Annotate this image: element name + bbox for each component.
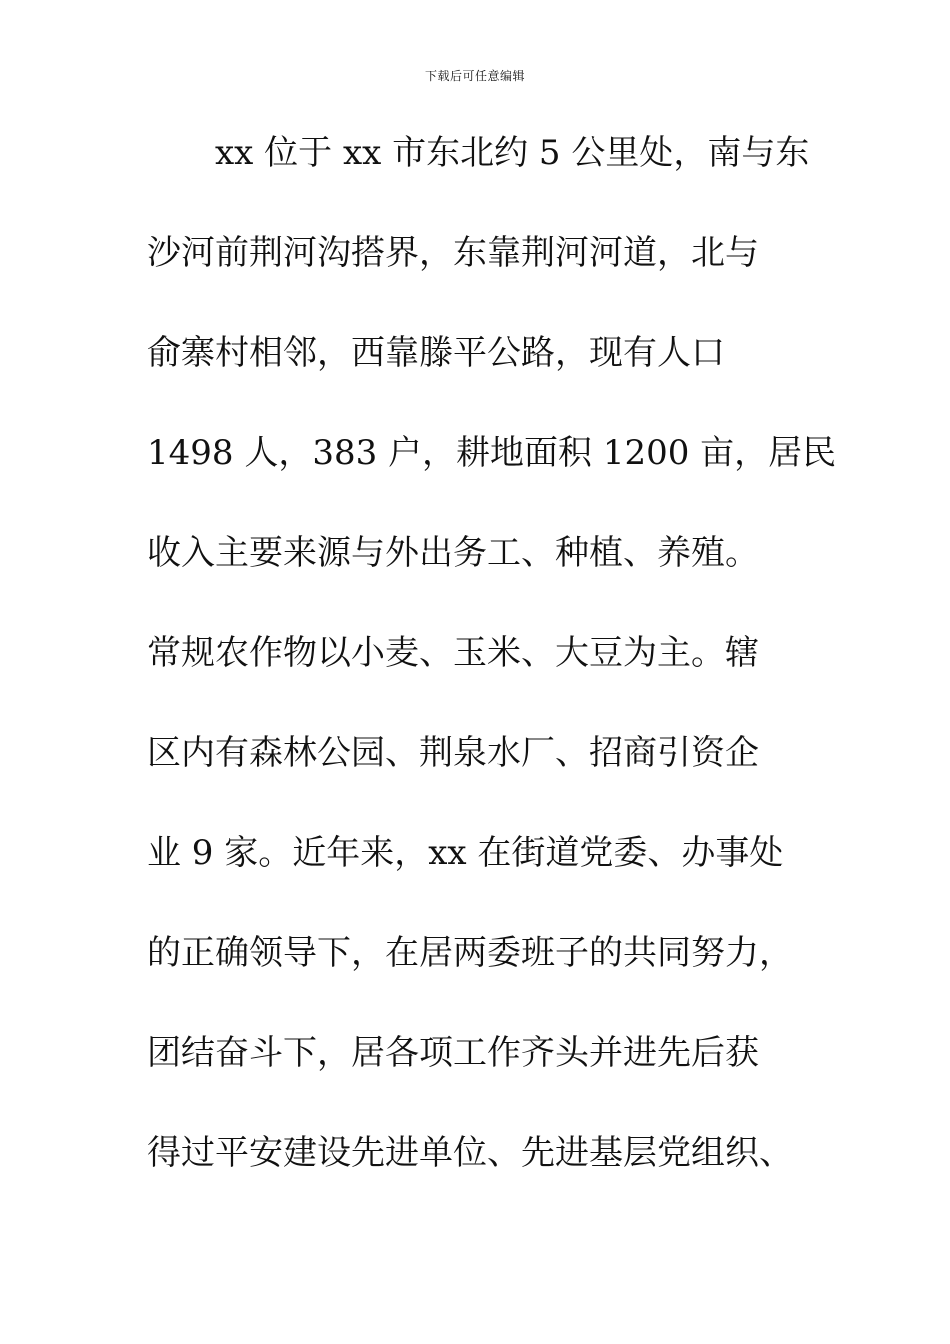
body-paragraph (147, 128, 837, 1228)
paragraph-line: 得过平安建设先进单位、先进基层党组织、 (147, 1133, 793, 1173)
paragraph-line: 1498 人，383 户，耕地面积 1200 亩，居民 (147, 433, 837, 473)
paragraph-line: 区内有森林公园、荆泉水厂、招商引资企 (147, 733, 759, 773)
paragraph-line: 常规农作物以小麦、玉米、大豆为主。辖 (147, 633, 759, 673)
paragraph-line: 业 9 家。近年来，xx 在街道党委、办事处 (147, 833, 784, 873)
paragraph-line: 团结奋斗下，居各项工作齐头并进先后获 (147, 1033, 759, 1073)
paragraph-line: 收入主要来源与外出务工、种植、养殖。 (147, 533, 759, 573)
paragraph-line: 的正确领导下，在居两委班子的共同努力， (147, 933, 793, 973)
paragraph-line: xx 位于 xx 市东北约 5 公里处，南与东 (215, 133, 810, 173)
paragraph-line: 沙河前荆河沟搭界，东靠荆河河道，北与 (147, 233, 759, 273)
paragraph-line: 俞寨村相邻，西靠滕平公路，现有人口 (147, 333, 725, 373)
page-header-note: 下载后可任意编辑 (424, 69, 525, 83)
